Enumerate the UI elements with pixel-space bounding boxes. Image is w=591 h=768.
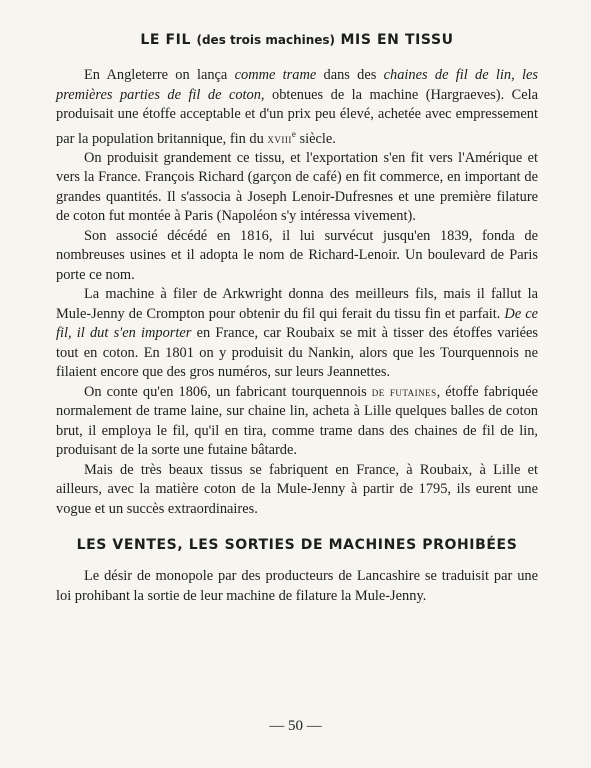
para1-italic-2: chaines de fil de lin, les premières parties de fil de coton, <box>56 67 538 103</box>
paragraph-4 <box>56 285 538 383</box>
section-heading-fil <box>56 30 538 50</box>
paragraph-3: Son associé décédé en 1816, il lui survécut jusqu'en 1839, fonda de nombreuses usines et il adopta le nom de Richard-Lenoir. Un boulevard de Paris porte ce nom. <box>56 227 538 283</box>
heading-part-2: (des trois machines) <box>196 33 336 47</box>
heading-part-3: MIS EN TISSU <box>340 32 454 48</box>
para5-text-1: On conte qu'en 1806, un fabricant tourquennois <box>84 383 372 400</box>
heading-part-1: LE FIL <box>140 32 191 48</box>
para5-smallcaps: de futaines <box>371 384 437 399</box>
page-number: — 50 — <box>269 718 322 734</box>
section-heading-ventes: LES VENTES, LES SORTIES DE MACHINES PROHIBÉES <box>76 537 518 554</box>
para4-text-1: La machine à filer de Arkwright donna des meilleurs fils, mais il fallut la Mule-Jenny de Crompton pour obtenir du fil qui ferait du tissu fin et parfait. <box>56 286 538 322</box>
para1-text-2: dans des <box>316 67 384 83</box>
para1-superscript: e <box>291 128 296 139</box>
page-content <box>56 30 538 606</box>
paragraph-6: Mais de très beaux tissus se fabriquent en France, à Roubaix, à Lille et ailleurs, avec la matière coton de la Mule-Jenny à partir de 1795, ils eurent une vogue et un succès extraordinaires. <box>56 461 538 517</box>
para4-text-2: en France, car Roubaix se mit à tisser des étoffes variées tout en coton. En 1801 on y produisit du Nankin, alors que les Tourquennois ne filaient encore que des gros numéros, sur leurs Jeannettes. <box>56 325 538 381</box>
paragraph-7: Le désir de monopole par des producteurs de Lancashire se traduisit par une loi prohibant la sortie de leur machine de filature la Mule-Jenny. <box>56 568 538 604</box>
para1-century: xviii <box>267 131 292 146</box>
para1-text-4: siècle. <box>295 130 336 147</box>
para1-italic-1: comme trame <box>234 67 317 83</box>
para4-italic-1: De ce fil, il dut s'en importer <box>56 305 539 342</box>
para5-text-2: , étoffe fabriquée normalement de trame laine, sur chaine lin, acheta à Lille quelques balles de coton brut, il employa le fil, qu'il en tira, comme trame dans des chaines de fil de lin, produisant de la sorte une futaine bâtarde. <box>56 383 538 459</box>
para1-text-1: En Angleterre on lança <box>84 67 235 83</box>
paragraph-5 <box>56 383 538 461</box>
paragraph-2: On produisit grandement ce tissu, et l'exportation s'en fit vers l'Amérique et vers la France. François Richard (garçon de café) en fit commerce, en important de grandes quantités. Il s'associa à Joseph Lenoir-Dufresnes et une première filature de coton fut montée à Paris (Napoléon s'y intéressa vivement). <box>56 149 538 225</box>
paragraph-1 <box>56 66 538 149</box>
para1-text-3: obtenues de la machine (Hargraeves). Cela produisait une étoffe acceptable et d'un prix peu élevé, achetée avec empressement par la population britannique, fin du <box>56 86 539 147</box>
